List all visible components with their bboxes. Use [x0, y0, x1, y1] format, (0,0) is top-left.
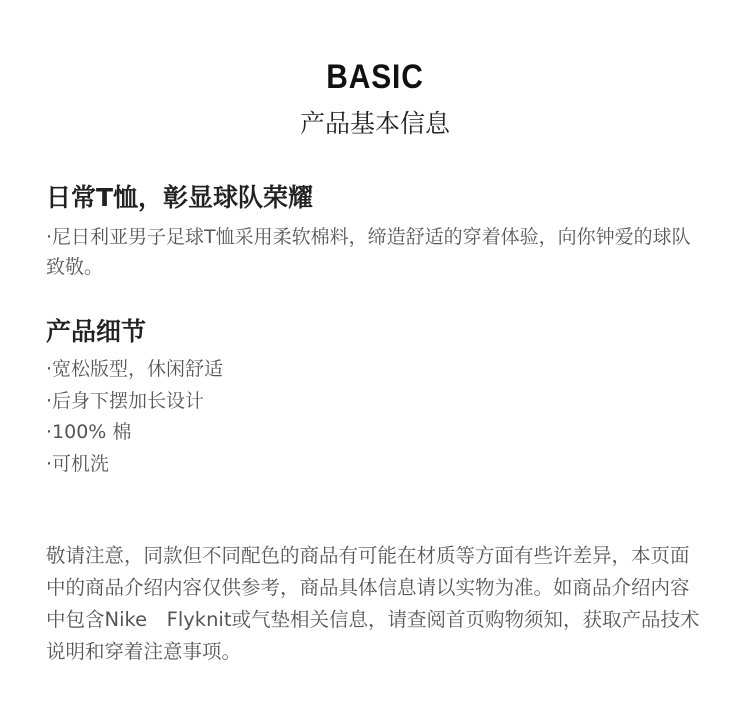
page-subtitle: 产品基本信息	[299, 109, 450, 138]
details-list	[46, 354, 706, 480]
intro-section	[46, 180, 706, 282]
detail-item: ·可机洗	[46, 452, 110, 475]
detail-item: ·100% 棉	[46, 421, 132, 443]
details-section	[46, 314, 706, 480]
detail-item: ·宽松版型，休闲舒适	[46, 358, 224, 380]
notice-text: 敬请注意，同款但不同配色的商品有可能在材质等方面有些许差异，本页面中的商品介绍内容仅供参考，商品具体信息请以实物为准。如商品介绍内容中包含Nike Flyknit或气垫相关信息，请查阅首页购物须知，获取产品技术说明和穿着注意事项。	[46, 544, 700, 663]
intro-description: ·尼日利亚男子足球T恤采用柔软棉料，缔造舒适的穿着体验，向你钟爱的球队致敬。	[46, 226, 691, 278]
brand-title: BASIC	[326, 58, 424, 96]
intro-heading: 日常T恤，彰显球队荣耀	[46, 183, 314, 212]
detail-item: ·后身下摆加长设计	[46, 389, 205, 412]
notice-section	[46, 540, 706, 668]
details-heading: 产品细节	[46, 317, 147, 346]
